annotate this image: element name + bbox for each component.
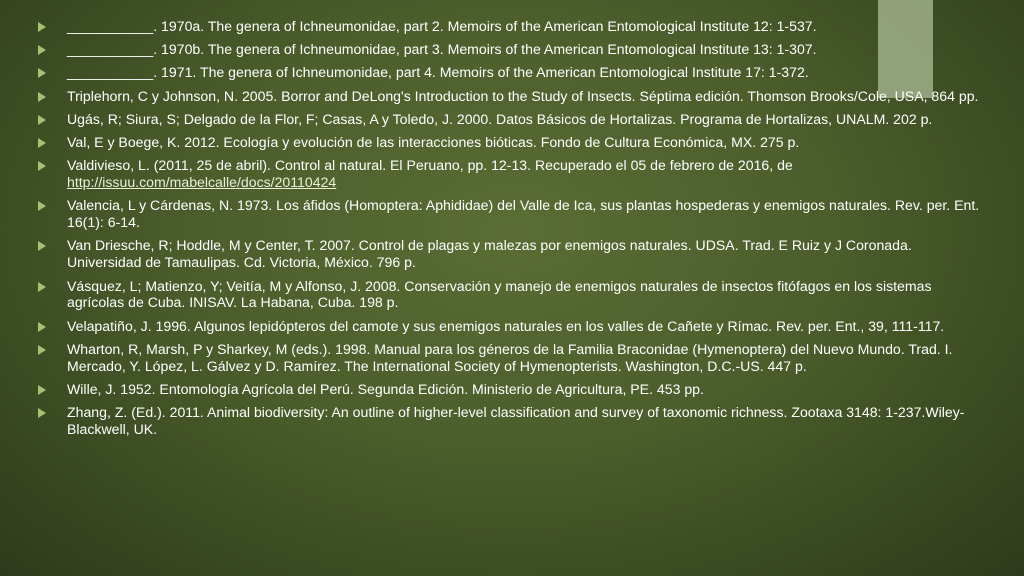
reference-text: Valencia, L y Cárdenas, N. 1973. Los áfidos (Homoptera: Aphididae) del Valle de Ica, sus plantas hospederas y enemigos naturales. Rev. per. Ent. 16(1): 6-14. [67, 197, 980, 231]
reference-text: Vásquez, L; Matienzo, Y; Veitía, M y Alfonso, J. 2008. Conservación y manejo de enemigos naturales de insectos fitófagos en los sistemas agrícolas de Cuba. INISAV. La Habana, Cuba. 198 p. [67, 277, 932, 311]
reference-text: Val, E y Boege, K. 2012. Ecología y evolución de las interacciones bióticas. Fondo de Cultura Económica, MX. 275 p. [67, 134, 800, 151]
reference-item [38, 18, 988, 35]
bullet-arrow-icon [38, 201, 46, 211]
reference-text: ___________. 1971. The genera of Ichneumonidae, part 4. Memoirs of the American Entomological Institute 17: 1-372. [67, 64, 809, 81]
reference-text: Zhang, Z. (Ed.). 2011. Animal biodiversity: An outline of higher-level classification and survey of taxonomic richness. Zootaxa 3148: 1-237.Wiley-Blackwell, UK. [67, 404, 965, 438]
reference-text: Velapatiño, J. 1996. Algunos lepidópteros del camote y sus enemigos naturales en los valles de Cañete y Rímac. Rev. per. Ent., 39, 111-117. [67, 317, 945, 334]
reference-text: Triplehorn, C y Johnson, N. 2005. Borror and DeLong's Introduction to the Study of Insects. Séptima edición. Thomson Brooks/Cole, USA, 864 pp. [67, 87, 979, 104]
reference-item [38, 381, 988, 398]
bullet-arrow-icon [38, 241, 46, 251]
reference-item [38, 197, 988, 231]
reference-item [38, 237, 988, 271]
reference-text: Ugás, R; Siura, S; Delgado de la Flor, F; Casas, A y Toledo, J. 2000. Datos Básicos de Hortalizas. Programa de Hortalizas, UNALM. 202 p. [67, 110, 933, 127]
reference-text: Wharton, R, Marsh, P y Sharkey, M (eds.). 1998. Manual para los géneros de la Familia Braconidae (Hymenoptera) del Nuevo Mundo. Trad. I. Mercado, Y. López, L. Gálvez y D. Ramírez. The International Society of Hymenopterists. Washington, D.C.-US. 447 p. [67, 340, 953, 374]
bullet-arrow-icon [38, 322, 46, 332]
bullet-arrow-icon [38, 45, 46, 55]
reference-item [38, 111, 988, 128]
reference-item [38, 318, 988, 335]
reference-link[interactable]: http://issuu.com/mabelcalle/docs/20110424 [67, 174, 337, 191]
bullet-arrow-icon [38, 345, 46, 355]
reference-item [38, 278, 988, 312]
reference-text: Wille, J. 1952. Entomología Agrícola del Perú. Segunda Edición. Ministerio de Agricultura, PE. 453 pp. [67, 380, 704, 397]
reference-item [38, 88, 988, 105]
reference-item [38, 134, 988, 151]
bullet-arrow-icon [38, 22, 46, 32]
reference-text: Van Driesche, R; Hoddle, M y Center, T. 2007. Control de plagas y malezas por enemigos naturales. UDSA. Trad. E Ruiz y J Coronada. Universidad de Tamaulipas. Cd. Victoria, México. 796 p. [67, 237, 912, 271]
bullet-arrow-icon [38, 138, 46, 148]
reference-item [38, 41, 988, 58]
reference-text: ___________. 1970b. The genera of Ichneumonidae, part 3. Memoirs of the American Entomological Institute 13: 1-307. [67, 41, 817, 58]
bullet-arrow-icon [38, 115, 46, 125]
reference-item [38, 341, 988, 375]
bullet-arrow-icon [38, 161, 46, 171]
reference-list [38, 18, 988, 444]
bullet-arrow-icon [38, 68, 46, 78]
reference-item [38, 64, 988, 81]
bullet-arrow-icon [38, 385, 46, 395]
reference-text: ___________. 1970a. The genera of Ichneumonidae, part 2. Memoirs of the American Entomological Institute 12: 1-537. [67, 18, 817, 34]
reference-item [38, 157, 988, 191]
reference-item [38, 404, 988, 438]
bullet-arrow-icon [38, 282, 46, 292]
bullet-arrow-icon [38, 408, 46, 418]
reference-text: Valdivieso, L. (2011, 25 de abril). Control al natural. El Peruano, pp. 12-13. Recuperado el 05 de febrero de 2016, de [67, 157, 793, 174]
bullet-arrow-icon [38, 92, 46, 102]
